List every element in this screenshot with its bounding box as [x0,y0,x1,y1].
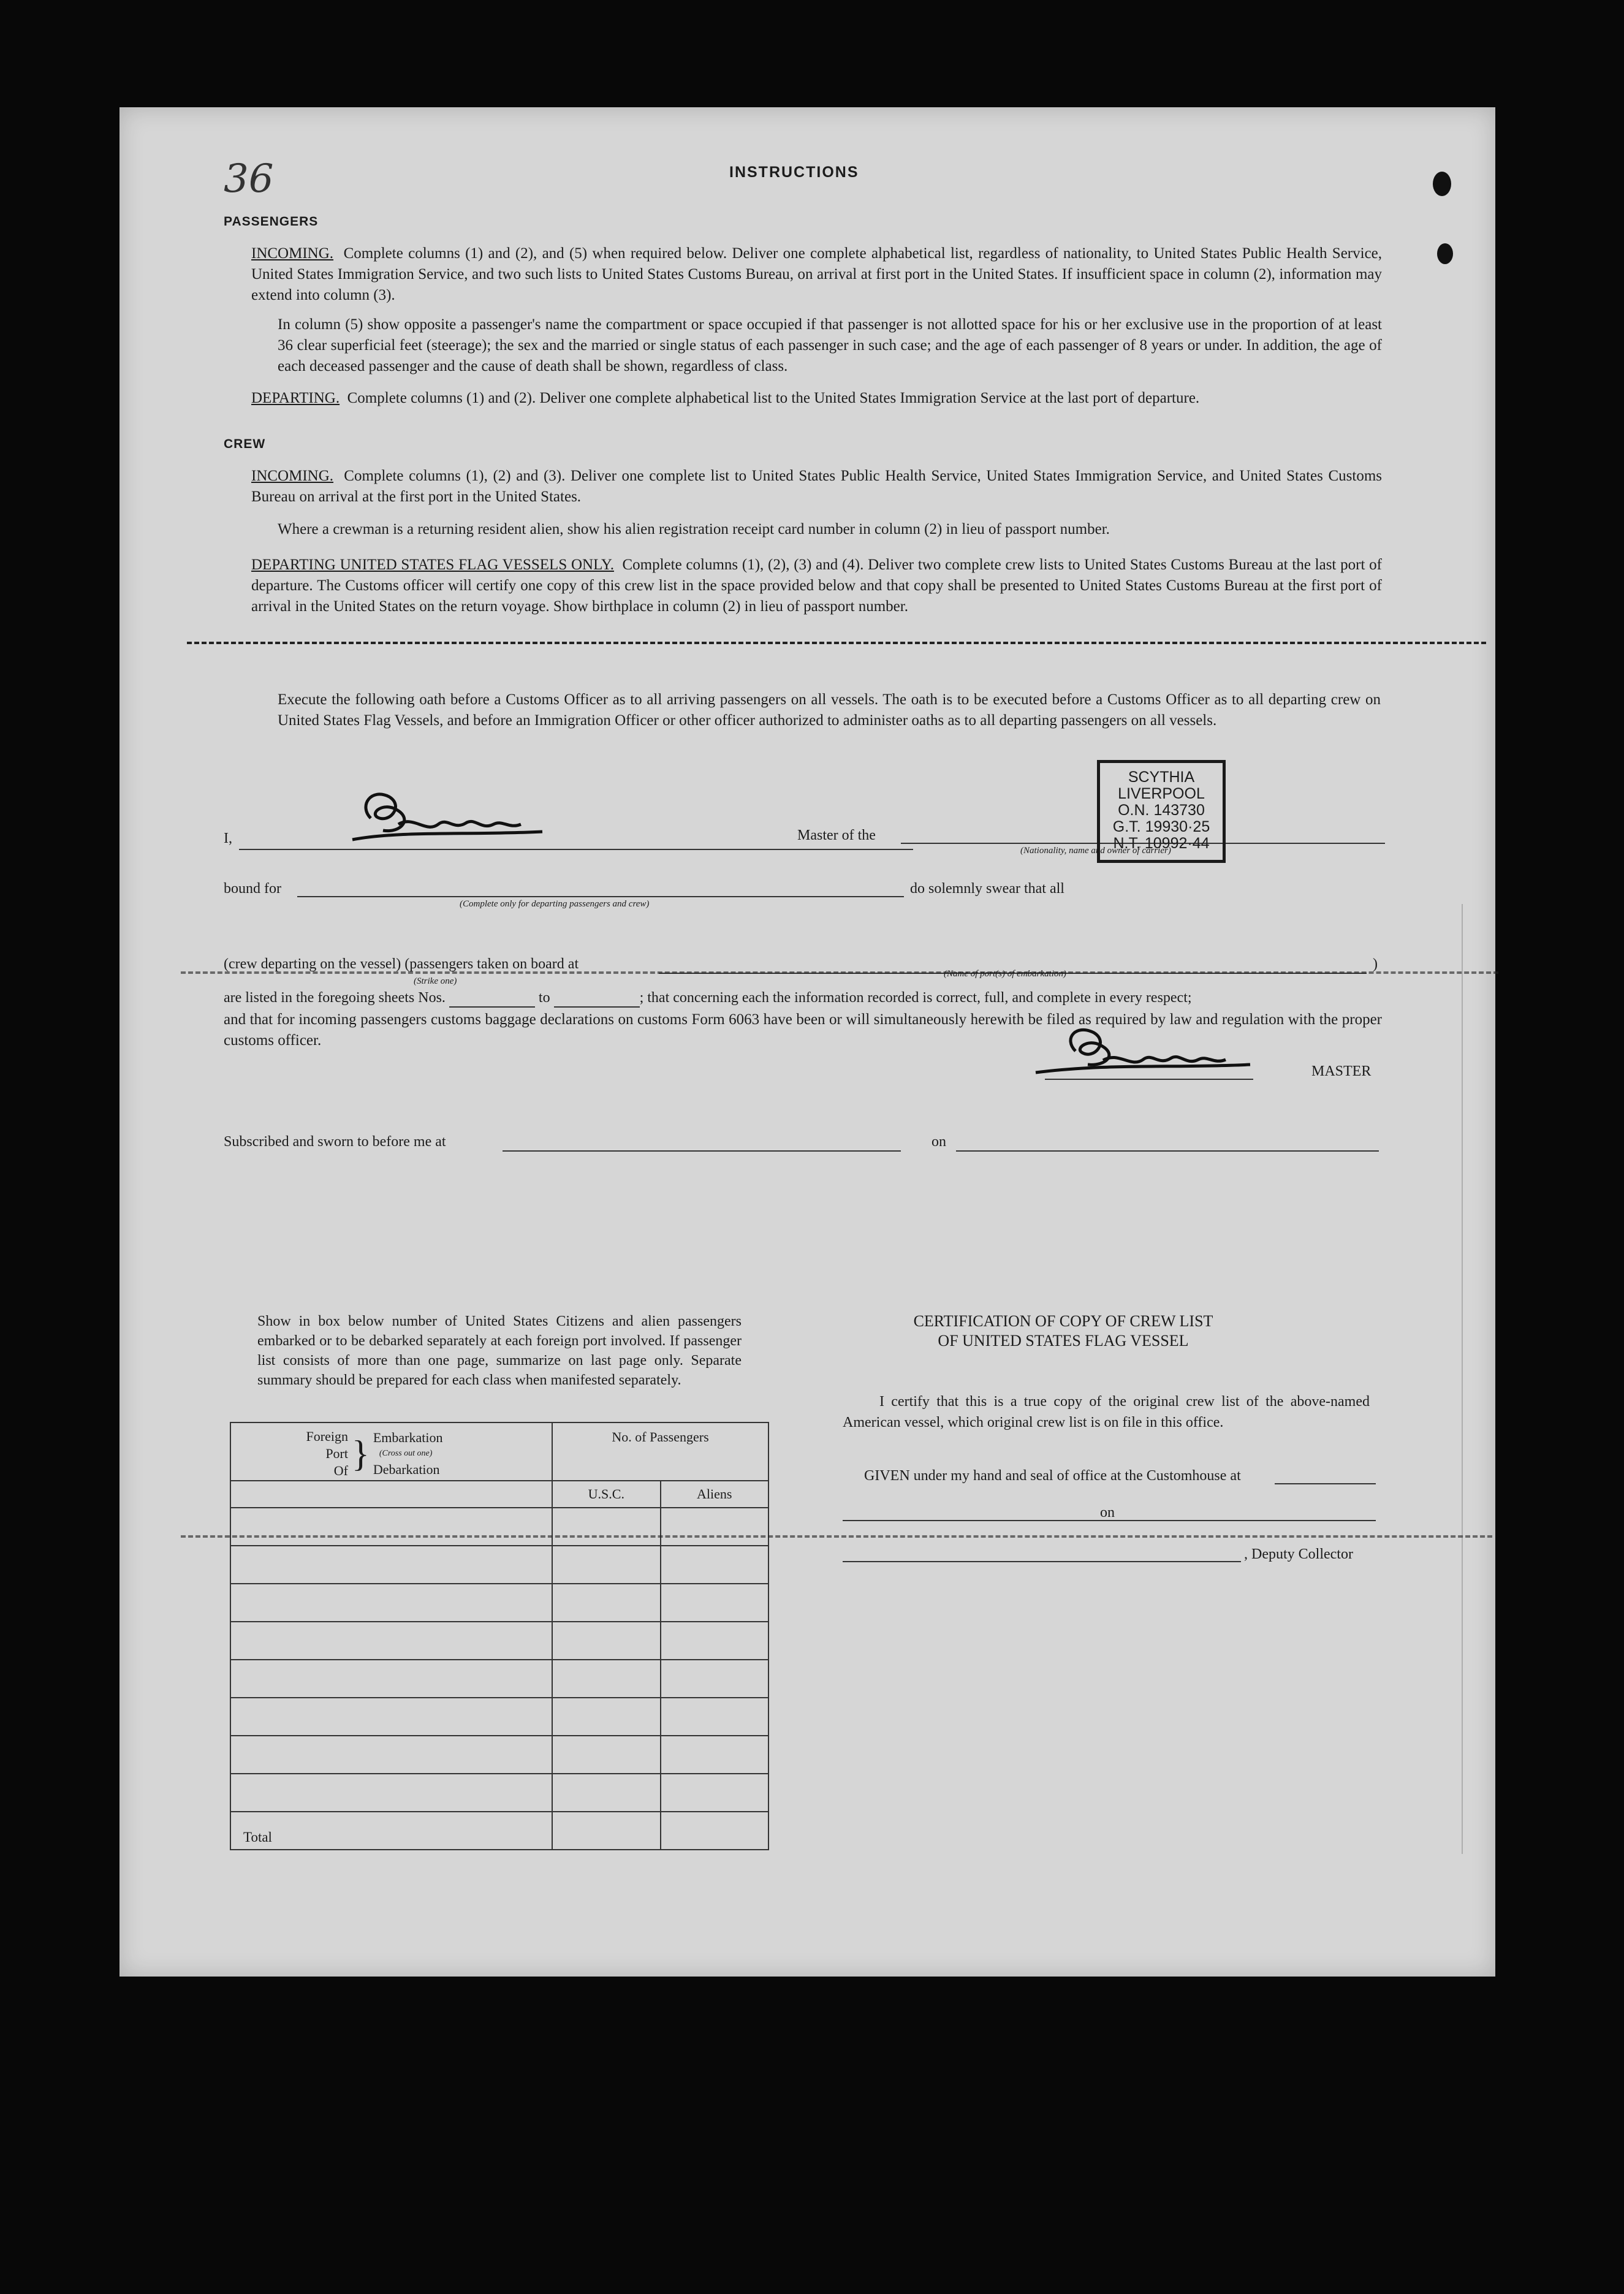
foreign-line-2: Port [325,1446,348,1461]
brace: } [352,1434,370,1474]
bound-for-caption: (Complete only for departing passengers and crew) [460,899,650,909]
aliens-header: Aliens [661,1481,768,1508]
usc-cell[interactable] [552,1584,660,1622]
total-label: Total [230,1812,552,1850]
given-date-line [1125,1520,1376,1521]
usc-cell[interactable] [552,1546,660,1584]
usc-cell[interactable] [552,1736,660,1774]
port-cell[interactable] [230,1546,552,1584]
certification-paragraph: I certify that this is a true copy of the original crew list of the above-named American vessel, which original crew list is on file in this office. [843,1394,1370,1430]
crew-heading: CREW [224,437,266,451]
port-cell[interactable] [230,1660,552,1698]
table-row [230,1622,768,1660]
debarkation-label: Debarkation [373,1462,440,1477]
listed-sheets-label [224,990,1192,1008]
port-cell[interactable] [230,1584,552,1622]
punch-hole-mark [1437,243,1453,264]
passengers-departing-paragraph [251,388,1382,409]
given-label: GIVEN under my hand and seal of office at the Customhouse at [864,1468,1241,1484]
certification-title-line-2: OF UNITED STATES FLAG VESSEL [938,1332,1189,1350]
to-label: to [538,990,550,1006]
table-row [230,1508,768,1546]
bound-for-label: bound for [224,881,281,897]
passengers-departing-text: Complete columns (1) and (2). Deliver one complete alphabetical list to the United States Immigration Service at the last port of departure. [347,390,1200,406]
master-of-the-label: Master of the [794,827,879,844]
aliens-total-cell[interactable] [661,1812,768,1850]
crew-incoming-paragraph [251,466,1382,507]
master-label: MASTER [1311,1063,1372,1079]
section-divider [181,971,1498,974]
usc-cell[interactable] [552,1508,660,1546]
certification-title-line-1: CERTIFICATION OF COPY OF CREW LIST [913,1312,1213,1330]
punch-hole-mark [1433,172,1451,196]
port-cell[interactable] [230,1698,552,1736]
cross-out-caption: (Cross out one) [379,1449,433,1458]
deputy-collector-label: , Deputy Collector [1244,1546,1353,1562]
crew-incoming-label: INCOMING. [251,468,334,484]
aliens-cell[interactable] [661,1622,768,1660]
foreign-line-3: Of [333,1463,348,1478]
crew-departing-paragraph [251,555,1382,617]
oath-intro-paragraph: Execute the following oath before a Customs Officer as to all arriving passengers on all vessels. The oath is to be executed before a Customs Officer as to all departing crew on United States Flag Vessels, and before an Immigration Officer or other officer authorized to administer oaths as to all departing passengers on all vessels. [278,691,1381,729]
stamp-line-3: O.N. 143730 [1118,802,1205,819]
passengers-departing-label: DEPARTING. [251,390,340,406]
handwritten-page-number: 36 [224,156,274,202]
stamp-line-4: G.T. 19930·25 [1112,818,1210,835]
strike-one-caption: (Strike one) [414,976,457,986]
aliens-cell[interactable] [661,1660,768,1698]
stamp-line-1: SCYTHIA [1128,769,1195,786]
subscribed-label: Subscribed and sworn to before me at [224,1134,446,1150]
do-solemnly-label: do solemnly swear that all [910,881,1064,897]
passengers-column5-paragraph: In column (5) show opposite a passenger's name the compartment or space occupied if that passenger is not allotted space for his or her exclusive use in the proportion of at least 36 clear superficial feet (steerage); the sex and the married or single status of each passenger in such case; and the age of each passenger of 8 years or under. In addition, the age of each deceased passenger and the cause of death shall be shown, regardless of class. [278,316,1382,374]
subscribed-place-line [503,1150,901,1152]
crew-list-form-page [120,107,1495,1977]
ship-stamp [1097,760,1226,863]
table-row [230,1698,768,1736]
close-paren: ) [1373,956,1378,972]
given-place-line [843,1520,1174,1521]
section-divider [181,1535,1492,1538]
sheet-from-blank[interactable] [449,990,535,1008]
usc-cell[interactable] [552,1698,660,1736]
usc-cell[interactable] [552,1622,660,1660]
deputy-collector-line [843,1561,1241,1562]
embarkation-caption: (Name of port(s) of embarkation) [944,969,1066,979]
port-cell[interactable] [230,1774,552,1812]
foreign-line-1: Foreign [306,1429,348,1444]
passengers-heading: PASSENGERS [224,215,319,229]
foreign-port-cell [230,1481,552,1508]
aliens-cell[interactable] [661,1736,768,1774]
master-signature-2 [1033,1020,1253,1082]
master-signature [346,781,548,849]
aliens-cell[interactable] [661,1508,768,1546]
baggage-paragraph: and that for incoming passengers customs baggage declarations on customs Form 6063 have been or will simultaneously herewith be filed as required by law and regulation with the proper customs officer. [224,1011,1382,1049]
table-row [230,1736,768,1774]
aliens-cell[interactable] [661,1698,768,1736]
master-signature-line [1045,1079,1253,1080]
right-margin-rule [1462,904,1463,1854]
passengers-incoming-text: Complete columns (1) and (2), and (5) when required below. Deliver one complete alphabetical list, regardless of nationality, to United States Public Health Service, United States Immigration Service, and two such lists to United States Customs Bureau, on arrival at first port in the United States. If insufficient space in column (2), information may extend into column (3). [251,245,1383,303]
vessel-caption: (Nationality, name and owner of carrier) [1020,846,1171,856]
page-title: INSTRUCTIONS [729,164,859,181]
foreign-port-of-label [232,1428,348,1479]
total-row [230,1812,768,1850]
embarkation-label: Embarkation [373,1430,443,1445]
port-cell[interactable] [230,1736,552,1774]
table-row [230,1774,768,1812]
subscribed-on-label: on [932,1134,946,1150]
aliens-cell[interactable] [661,1546,768,1584]
section-divider [187,642,1486,644]
sheet-to-blank[interactable] [554,990,640,1008]
summary-instructions: Show in box below number of United States Citizens and alien passengers embarked or to be debarked separately at each foreign port involved. If passenger list consists of more than one page, summarize on last page only. Separate summary should be prepared for each class when manifested separately. [257,1313,742,1388]
foreign-port-header [230,1422,552,1481]
table-row [230,1584,768,1622]
aliens-cell[interactable] [661,1774,768,1812]
passenger-summary-table [230,1422,769,1850]
certification-title [898,1312,1229,1351]
subscribed-date-line [956,1150,1379,1152]
crew-departing-label: DEPARTING UNITED STATES FLAG VESSELS ONLY. [251,556,614,573]
usc-cell[interactable] [552,1660,660,1698]
passengers-incoming-paragraph [251,243,1382,306]
stamp-line-2: LIVERPOOL [1118,785,1205,802]
port-cell[interactable] [230,1508,552,1546]
crew-alien-paragraph: Where a crewman is a returning resident alien, show his alien registration receipt card number in column (2) in lieu of passport number. [278,521,1110,537]
usc-cell[interactable] [552,1774,660,1812]
port-cell[interactable] [230,1622,552,1660]
stamp-line-5: N.T. 10992·44 [1113,835,1210,852]
certification-on-label: on [1100,1505,1115,1521]
table-row [230,1546,768,1584]
passengers-incoming-label: INCOMING. [251,245,334,262]
table-row [230,1660,768,1698]
listed-prefix: are listed in the foregoing sheets Nos. [224,990,446,1006]
bound-for-line [297,896,904,897]
master-name-line [239,849,913,850]
oath-i-label: I, [224,830,232,846]
usc-header: U.S.C. [552,1481,660,1508]
crew-departing-label: (crew departing on the vessel) (passengers taken on board at [224,956,579,972]
no-of-passengers-header: No. of Passengers [552,1422,768,1481]
usc-total-cell[interactable] [552,1812,660,1850]
aliens-cell[interactable] [661,1584,768,1622]
crew-departing-text: Complete columns (1), (2), (3) and (4). Deliver two complete crew lists to United States Customs Bureau at the last port of departure. The Customs officer will certify one copy of this crew list in the space provided below and that copy shall be presented to United States Customs Bureau at the first port of arrival in the United States on the return voyage. Show birthplace in column (2) in lieu of passport number. [251,556,1382,615]
crew-incoming-text: Complete columns (1), (2) and (3). Deliver one complete list to United States Public Health Service, United States Immigration Service, and United States Customs Bureau on arrival at the first port in the United States. [251,468,1383,505]
customhouse-line [1275,1483,1376,1484]
listed-suffix: ; that concerning each the information recorded is correct, full, and complete in every respect; [639,990,1192,1006]
